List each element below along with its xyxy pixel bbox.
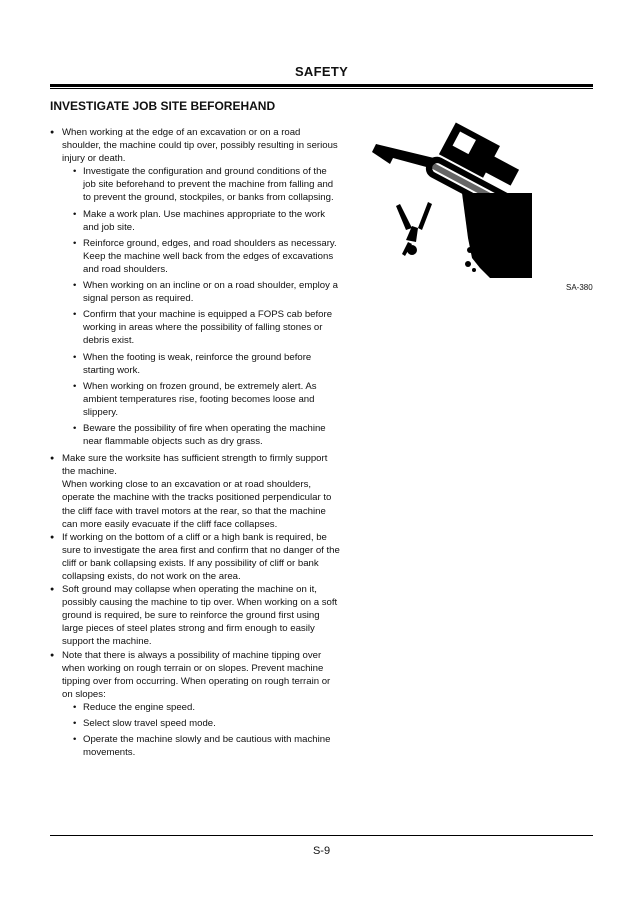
sub-bullet-item: • Beware the possibility of fire when operating the machine near flammable objects such as dry grass. <box>62 422 340 448</box>
bullet-item <box>50 531 340 583</box>
page-number: S-9 <box>312 845 331 857</box>
bullet-text: ● Make sure the worksite has sufficient strength to firmly support the machine. <box>62 453 328 478</box>
sub-bullet-item: • Select slow travel speed mode. <box>62 717 340 730</box>
bullet-text: ● If working on the bottom of a cliff or a high bank is required, be sure to investigate the area first and confirm that no danger of the cliff or bank collapsing exists. If any possibility of cliff or bank collapsing exists, do not work on the area. <box>62 531 340 582</box>
header-rule <box>50 84 593 87</box>
sub-bullet-item: • Reinforce ground, edges, and road shoulders as necessary. Keep the machine well back from the edges of excavations and road shoulders. <box>62 237 340 276</box>
bullet-text: ● Soft ground may collapse when operating the machine on it, possibly causing the machine to tip over. When working on a soft ground is required, be sure to reinforce the ground first using large pieces of steel plates strong and firm enough to easily support the machine. <box>62 584 338 648</box>
content-column <box>50 126 340 759</box>
bullet-text: ● When working at the edge of an excavation or on a road shoulder, the machine could tip over, possibly resulting in serious injury or death. <box>62 127 338 165</box>
sub-bullet-item: • Operate the machine slowly and be cautious with machine movements. <box>62 733 340 759</box>
bullet-item <box>50 649 340 760</box>
bullet-item <box>50 583 340 648</box>
bullet-extra-text: When working close to an excavation or at road shoulders, operate the machine with the tracks positioned perpendicular to the cliff face with travel motors at the rear, so that the machine can more easily evacuate if the cliff face collapses. <box>62 479 332 530</box>
sub-bullet-item: • When working on an incline or on a road shoulder, employ a signal person as required. <box>62 279 340 305</box>
sub-bullet-item: • Make a work plan. Use machines appropriate to the work and job site. <box>62 208 340 234</box>
footer-rule <box>50 835 593 836</box>
sub-bullet-item: • Confirm that your machine is equipped a FOPS cab before working in areas where the possibility of falling stones or debris exist. <box>62 308 340 347</box>
sub-bullet-item: • Investigate the configuration and ground conditions of the job site beforehand to prevent the machine from falling and to prevent the ground, stockpiles, or banks from collapsing. <box>62 165 340 204</box>
bullet-item <box>50 452 340 531</box>
sub-bullet-item: • When working on frozen ground, be extremely alert. As ambient temperatures rise, footing becomes loose and slippery. <box>62 380 340 419</box>
sub-bullet-item: • Reduce the engine speed. <box>62 701 340 714</box>
bullet-text: ● Note that there is always a possibility of machine tipping over when working on rough terrain or on slopes. Prevent machine tipping over from occurring. When operating on rough terrain or on slopes: <box>62 649 331 700</box>
section-title: INVESTIGATE JOB SITE BEFOREHAND <box>50 99 276 113</box>
bullet-item <box>50 126 340 448</box>
sub-bullet-item: • When the footing is weak, reinforce the ground before starting work. <box>62 351 340 377</box>
header-rule-thin <box>50 88 593 89</box>
page-header-title: SAFETY <box>294 64 349 79</box>
machine-tipping-over-edge-icon <box>372 118 532 278</box>
figure-label: SA-380 <box>566 283 593 292</box>
